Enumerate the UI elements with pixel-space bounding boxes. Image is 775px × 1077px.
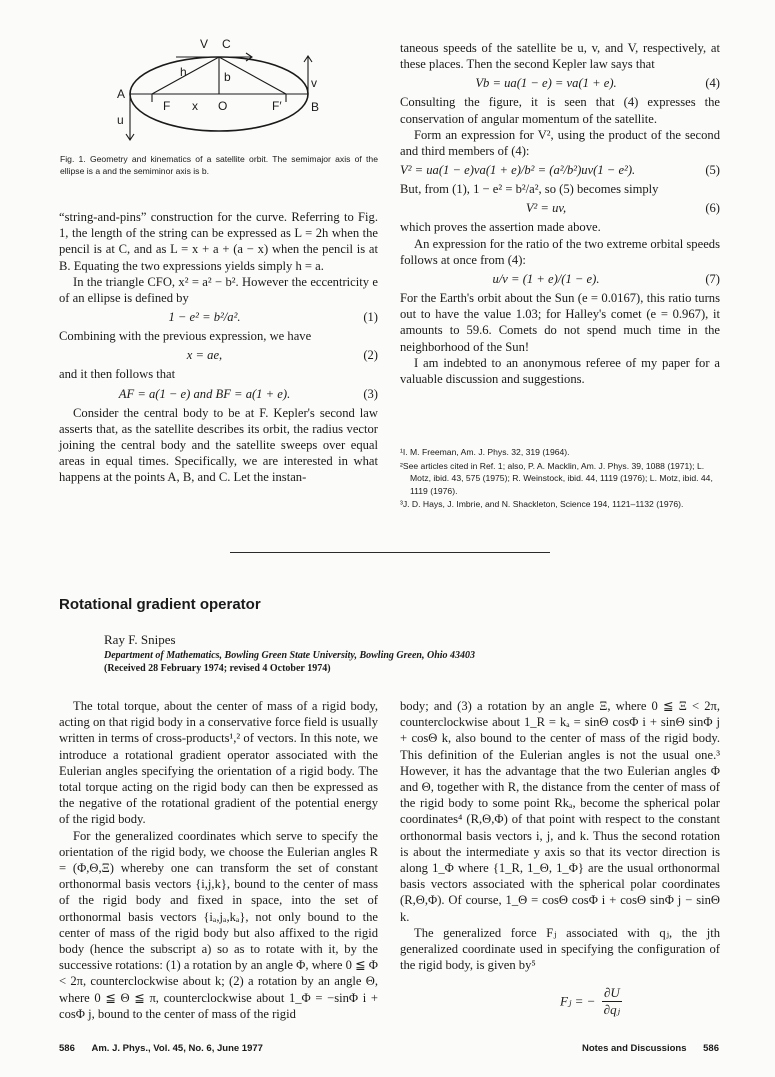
article-right-column	[400, 698, 720, 973]
page-number: 586	[703, 1043, 719, 1054]
equation-7: u/v = (1 + e)/(1 − e). (7)	[492, 272, 720, 287]
equation-2: x = ae, (2)	[186, 348, 378, 363]
label-x: x	[192, 99, 198, 113]
label-h: h	[180, 65, 187, 79]
paragraph: I am indebted to an anonymous referee of my paper for a valuable discussion and suggestions.	[400, 355, 720, 387]
label-A: A	[117, 87, 126, 101]
footer-right	[582, 1043, 719, 1054]
reference-item: ³J. D. Hays, J. Imbrie, and N. Shackleton, Science 194, 1121–1132 (1976).	[400, 499, 684, 509]
paragraph: Consider the central body to be at F. Kepler's second law asserts that, as the satellite describes its orbit, the radius vector joining the central body and the satellite sweeps over equal areas in equal times. Specifically, we are interested in what happens at the points A, B, and C. Let the instan-	[59, 405, 378, 485]
label-b: b	[224, 70, 231, 84]
paragraph: But, from (1), 1 − e² = b²/a², so (5) becomes simply	[400, 182, 659, 197]
paragraph: “string-and-pins” construction for the curve. Referring to Fig. 1, the length of the string can be expressed as L = 2h when the pencil is at C, and as L = x + a + (a − x) when the pencil is at B. Equating the two expressions yields simply h = a.	[59, 210, 378, 273]
page-number: 586	[59, 1043, 75, 1054]
article-left-column	[59, 698, 378, 1022]
figure-caption: Fig. 1. Geometry and kinematics of a satellite orbit. The semimajor axis of the ellipse is a and the semiminor axis is b.	[60, 154, 378, 176]
article-received: (Received 28 February 1974; revised 4 October 1974)	[104, 663, 331, 674]
paragraph: taneous speeds of the satellite be u, v, and V, respectively, at these places. Then the second Kepler law says that	[400, 41, 720, 72]
label-Fprime: F′	[272, 99, 282, 113]
right-column-top	[400, 40, 720, 387]
article-title: Rotational gradient operator	[59, 596, 261, 613]
label-v: v	[311, 76, 317, 90]
paragraph: body; and (3) a rotation by an angle Ξ, where 0 ≦ Ξ < 2π, counterclockwise about 1_R = kₐ = sinΘ cosΦ i + sinΘ sinΦ j + cosΘ k, also bound to the center of mass of the rigid body. This definition of the Eulerian angles is not the usual one.³ However, it has the advantage that the two Eulerian angles Φ and Θ, together with R, the distance from the center of mass of the rigid body to some point Rkₐ, become the spherical polar coordinates⁴ (R,Θ,Φ) of that point with respect to the constant orthonormal basis vectors i, j, and k. Thus the second rotation is about the intermediate y axis so that its vector direction is along 1_Φ where {1_R, 1_Θ, 1_Φ} are the usual orthonormal basis vectors associated with the spherical polar coordinates (R,Θ,Φ). Of course, 1_Θ = cosΘ cosΦ i + cosΘ sinΦ j − sinΘ k.	[400, 699, 720, 924]
paragraph: The generalized force Fⱼ associated with qⱼ, the jth generalized coordinate used in specifying the configuration of the rigid body, is given by⁵	[400, 925, 720, 973]
label-F: F	[163, 99, 171, 113]
reference-item: ¹I. M. Freeman, Am. J. Phys. 32, 319 (1964).	[400, 447, 570, 457]
paragraph: For the Earth's orbit about the Sun (e = 0.0167), this ratio turns out to have the value 1.03; for Halley's comet (e = 0.967), it amounts to 59.6. Comets do not spend much time in the neighborhood of the Sun!	[400, 291, 720, 354]
equation-1: 1 − e² = b²/a². (1)	[168, 310, 378, 325]
paragraph: and it then follows that	[59, 367, 176, 382]
label-V: V	[200, 38, 209, 51]
journal-citation: Am. J. Phys., Vol. 45, No. 6, June 1977	[91, 1043, 263, 1054]
footer-left	[59, 1043, 263, 1054]
label-C: C	[222, 38, 231, 51]
article-affiliation: Department of Mathematics, Bowling Green State University, Bowling Green, Ohio 43403	[104, 650, 476, 661]
references	[400, 446, 720, 512]
section-divider	[230, 552, 550, 553]
paragraph: The total torque, about the center of mass of a rigid body, acting on that rigid body in a conservative force field is usually written in terms of cross-products¹,² of vectors. In this note, we introduce a rotational gradient operator associated with the Eulerian angles specifying the orientation of a rigid body. The total torque acting on the rigid body can then be expressed as the negative of the rotational gradient of the potential energy of the rigid body.	[59, 699, 378, 827]
left-column-top	[59, 209, 378, 486]
equation-5: V² = ua(1 − e)va(1 + e)/b² = (a²/b²)uv(1 − e²). (5)	[400, 163, 720, 178]
article-author: Ray F. Snipes	[104, 632, 176, 647]
label-O: O	[218, 99, 228, 113]
label-u: u	[117, 113, 124, 127]
paragraph: Consulting the figure, it is seen that (4) expresses the conservation of angular momentum of the satellite.	[400, 95, 720, 126]
orbit-figure	[112, 38, 322, 148]
label-B: B	[311, 100, 320, 114]
paragraph: In the triangle CFO, x² = a² − b². However the eccentricity e of an ellipse is defined by	[59, 274, 378, 306]
paragraph: Combining with the previous expression, we have	[59, 329, 312, 344]
paragraph: which proves the assertion made above.	[400, 220, 601, 235]
equation-3: AF = a(1 − e) and BF = a(1 + e). (3)	[118, 386, 378, 401]
equation-6: V² = uv, (6)	[525, 201, 720, 216]
equation-4: Vb = ua(1 − e) = va(1 + e). (4)	[475, 76, 720, 91]
paragraph: An expression for the ratio of the two extreme orbital speeds follows at once from (4):	[400, 236, 720, 267]
paragraph: Form an expression for V², using the product of the second and third members of (4):	[400, 127, 720, 159]
reference-item: ²See articles cited in Ref. 1; also, P. A. Macklin, Am. J. Phys. 39, 1088 (1971); L. Motz, ibid. 43, 575 (1975); R. Weinstock, ibid. 44, 1119 (1976); L. Motz, ibid. 44, 1119 (1976).	[400, 460, 713, 496]
section-label: Notes and Discussions	[581, 1043, 687, 1054]
generalized-force-equation: Fⱼ = − $\frac{\partial U}{\text{∂qⱼ}}$	[560, 985, 621, 1017]
paragraph: For the generalized coordinates which serve to specify the orientation of the rigid body, we choose the Eulerian angles R = (Φ,Θ,Ξ) whereby one can transform the set of constant orthonormal basis vectors {i,j,k}, bound to the center of mass of the rigid body and fixed in space, into the set of orthonormal basis vectors {iₐ,jₐ,kₐ}, not only bound to the center of mass of the rigid body but also affixed to the rigid body (hence the subscript a) so as to rotate with it, by the successive rotations: (1) a rotation by an angle Φ, where 0 ≦ Φ < 2π, counterclockwise about k; (2) a rotation by an angle Θ, where 0 ≦ Θ ≦ π, counterclockwise about 1_Φ = −sinΦ i + cosΦ j, bound to the center of mass of the rigid	[59, 828, 378, 1021]
